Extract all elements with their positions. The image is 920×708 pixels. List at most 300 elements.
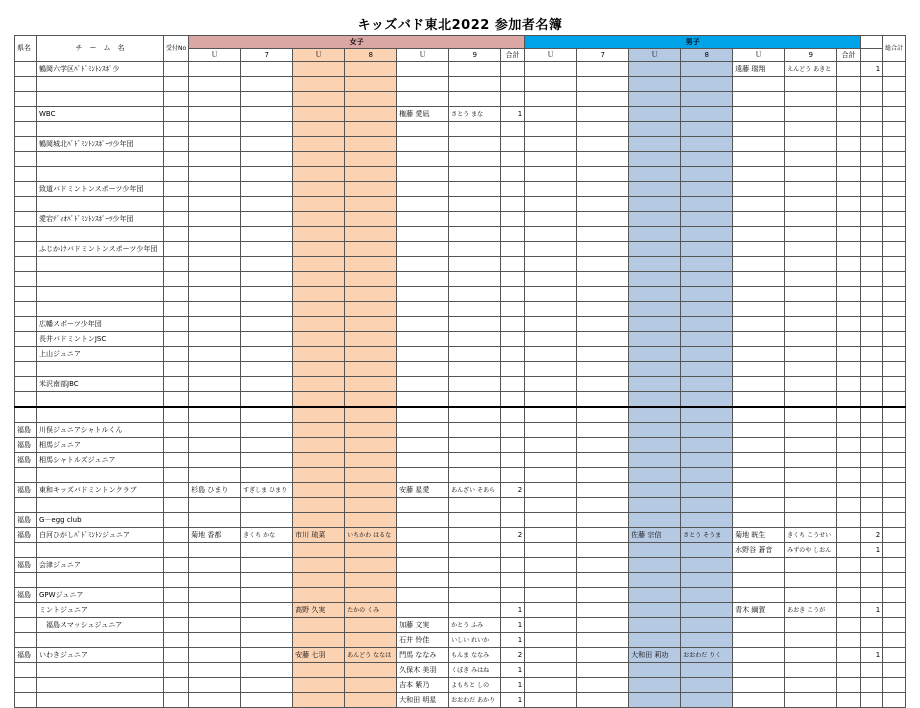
cell-b9n: 青木 綱賀 xyxy=(733,603,785,618)
cell-g8n xyxy=(293,287,345,302)
cell-b7n xyxy=(525,167,577,182)
cell-g8n xyxy=(293,392,345,408)
cell-gt xyxy=(861,513,883,528)
cell-g8k xyxy=(345,197,397,212)
cell-b7n xyxy=(525,137,577,152)
table-row xyxy=(15,633,906,648)
cell-g9n xyxy=(397,558,449,573)
cell-ex xyxy=(883,453,906,468)
cell-b7n xyxy=(525,92,577,107)
cell-bsum xyxy=(837,528,861,543)
cell-b7k xyxy=(577,693,629,708)
cell-team: 長井バドミントンJSC xyxy=(37,332,164,347)
cell-team xyxy=(37,272,164,287)
cell-b9k xyxy=(785,453,837,468)
table-row xyxy=(15,242,906,257)
cell-g8n xyxy=(293,62,345,77)
cell-gt xyxy=(861,197,883,212)
cell-g8k xyxy=(345,122,397,137)
header-girls-u8-n: 8 xyxy=(345,49,397,62)
cell-b7k xyxy=(577,197,629,212)
cell-g9k xyxy=(449,197,501,212)
cell-b8n xyxy=(629,122,681,137)
cell-bsum xyxy=(837,588,861,603)
header-blank-2 xyxy=(861,49,883,62)
cell-team: 福島スマッシュジュニア xyxy=(37,618,164,633)
cell-b7n xyxy=(525,77,577,92)
cell-b8n xyxy=(629,272,681,287)
cell-rec xyxy=(164,603,189,618)
cell-b8k xyxy=(681,483,733,498)
cell-rec xyxy=(164,663,189,678)
cell-g9n xyxy=(397,92,449,107)
cell-b7k xyxy=(577,272,629,287)
cell-ex xyxy=(883,588,906,603)
cell-b9k: えんどう あきと xyxy=(785,62,837,77)
cell-b9k xyxy=(785,182,837,197)
cell-g7n xyxy=(189,377,241,392)
cell-bsum xyxy=(837,272,861,287)
cell-b9k xyxy=(785,392,837,408)
cell-b9k xyxy=(785,167,837,182)
cell-b7k xyxy=(577,392,629,408)
cell-ex xyxy=(883,558,906,573)
cell-g9k xyxy=(449,603,501,618)
cell-gsum xyxy=(501,543,525,558)
cell-g8k: あんどう ななは xyxy=(345,648,397,663)
cell-gt xyxy=(861,152,883,167)
cell-g7n xyxy=(189,603,241,618)
cell-g8n xyxy=(293,633,345,648)
cell-b8k xyxy=(681,392,733,408)
cell-g9k xyxy=(449,423,501,438)
cell-ex xyxy=(883,618,906,633)
cell-b8k xyxy=(681,317,733,332)
cell-team xyxy=(37,227,164,242)
cell-pref xyxy=(15,498,37,513)
cell-g8n xyxy=(293,483,345,498)
cell-gt xyxy=(861,272,883,287)
cell-bsum xyxy=(837,678,861,693)
cell-b8n xyxy=(629,197,681,212)
cell-g9k xyxy=(449,407,501,423)
cell-g9k xyxy=(449,317,501,332)
cell-g7n xyxy=(189,182,241,197)
cell-b7n xyxy=(525,212,577,227)
header-grand-total: 総合計 xyxy=(883,36,906,62)
cell-b9k xyxy=(785,347,837,362)
cell-b9n xyxy=(733,182,785,197)
cell-rec xyxy=(164,212,189,227)
cell-b7k xyxy=(577,152,629,167)
cell-gt xyxy=(861,678,883,693)
table-row xyxy=(15,618,906,633)
cell-b8k xyxy=(681,212,733,227)
cell-b8n xyxy=(629,167,681,182)
header-reception: 受付No xyxy=(164,36,189,62)
cell-ex xyxy=(883,167,906,182)
cell-b8n xyxy=(629,182,681,197)
cell-gt xyxy=(861,182,883,197)
cell-b9n xyxy=(733,242,785,257)
cell-g8n xyxy=(293,543,345,558)
cell-g9k xyxy=(449,92,501,107)
cell-g9n xyxy=(397,423,449,438)
cell-b8n xyxy=(629,287,681,302)
cell-ex xyxy=(883,498,906,513)
cell-pref xyxy=(15,332,37,347)
cell-b7n xyxy=(525,287,577,302)
cell-b9k xyxy=(785,197,837,212)
cell-g8k xyxy=(345,212,397,227)
cell-pref: 福島 xyxy=(15,588,37,603)
cell-rec xyxy=(164,588,189,603)
cell-b9n xyxy=(733,558,785,573)
cell-b8k xyxy=(681,423,733,438)
cell-b7k xyxy=(577,167,629,182)
cell-bsum xyxy=(837,332,861,347)
cell-team: ふじかけバドミントンスポーツ少年団 xyxy=(37,242,164,257)
cell-team xyxy=(37,573,164,588)
cell-team xyxy=(37,678,164,693)
cell-g8k xyxy=(345,77,397,92)
cell-g8n xyxy=(293,438,345,453)
cell-rec xyxy=(164,633,189,648)
cell-b8n xyxy=(629,618,681,633)
cell-gt xyxy=(861,227,883,242)
cell-b7n xyxy=(525,62,577,77)
cell-pref: 福島 xyxy=(15,423,37,438)
cell-gt xyxy=(861,588,883,603)
cell-b9k xyxy=(785,483,837,498)
cell-g9n xyxy=(397,272,449,287)
cell-g7k xyxy=(241,588,293,603)
cell-b7n xyxy=(525,498,577,513)
cell-gt xyxy=(861,167,883,182)
cell-b9k xyxy=(785,513,837,528)
cell-g8k xyxy=(345,182,397,197)
header-boys-u8-n: 8 xyxy=(681,49,733,62)
cell-b8k xyxy=(681,377,733,392)
cell-pref xyxy=(15,377,37,392)
table-row xyxy=(15,122,906,137)
cell-ex xyxy=(883,332,906,347)
cell-gt xyxy=(861,92,883,107)
cell-b9n xyxy=(733,227,785,242)
cell-g9k xyxy=(449,122,501,137)
cell-b8n xyxy=(629,423,681,438)
cell-g8n xyxy=(293,377,345,392)
cell-b7k xyxy=(577,77,629,92)
cell-b8k xyxy=(681,438,733,453)
cell-ex xyxy=(883,423,906,438)
cell-b8n xyxy=(629,693,681,708)
cell-b7k xyxy=(577,242,629,257)
cell-rec xyxy=(164,528,189,543)
cell-gt xyxy=(861,663,883,678)
cell-pref xyxy=(15,317,37,332)
cell-pref: 福島 xyxy=(15,513,37,528)
cell-b8k xyxy=(681,107,733,122)
cell-pref xyxy=(15,693,37,708)
cell-b9n xyxy=(733,332,785,347)
cell-g7k xyxy=(241,453,293,468)
cell-team xyxy=(37,362,164,377)
cell-ex xyxy=(883,122,906,137)
cell-team: 鶴岡六学区ﾊﾞﾄﾞﾐﾝﾄﾝｽﾎﾟ少 xyxy=(37,62,164,77)
cell-gsum xyxy=(501,77,525,92)
cell-b9k xyxy=(785,227,837,242)
cell-g7n xyxy=(189,678,241,693)
cell-team: 東和キッズバドミントンクラブ xyxy=(37,483,164,498)
cell-gsum: 1 xyxy=(501,663,525,678)
cell-team xyxy=(37,122,164,137)
cell-b7k xyxy=(577,212,629,227)
cell-g8n xyxy=(293,468,345,483)
cell-g9k xyxy=(449,257,501,272)
cell-g9n xyxy=(397,152,449,167)
cell-pref xyxy=(15,362,37,377)
cell-b8k: さとう そうま xyxy=(681,528,733,543)
cell-ex xyxy=(883,663,906,678)
cell-g9n xyxy=(397,122,449,137)
cell-team xyxy=(37,302,164,317)
cell-g7k xyxy=(241,603,293,618)
cell-g8k xyxy=(345,257,397,272)
cell-g7n xyxy=(189,77,241,92)
cell-gsum xyxy=(501,137,525,152)
cell-ex xyxy=(883,362,906,377)
cell-b8n xyxy=(629,453,681,468)
cell-g9n xyxy=(397,347,449,362)
cell-b7k xyxy=(577,633,629,648)
cell-bsum xyxy=(837,468,861,483)
cell-g8k xyxy=(345,498,397,513)
cell-bsum xyxy=(837,603,861,618)
cell-b9n xyxy=(733,483,785,498)
cell-rec xyxy=(164,197,189,212)
cell-gsum xyxy=(501,588,525,603)
cell-rec xyxy=(164,317,189,332)
cell-g9k xyxy=(449,167,501,182)
cell-g7k: すぎしま ひまり xyxy=(241,483,293,498)
cell-g8n xyxy=(293,167,345,182)
cell-b9k xyxy=(785,693,837,708)
cell-g7n xyxy=(189,197,241,212)
cell-g9n: 大和田 明星 xyxy=(397,693,449,708)
cell-b8k xyxy=(681,543,733,558)
cell-rec xyxy=(164,92,189,107)
cell-b9k xyxy=(785,137,837,152)
cell-g7k xyxy=(241,498,293,513)
cell-b9n xyxy=(733,347,785,362)
cell-b9n xyxy=(733,287,785,302)
cell-b7n xyxy=(525,453,577,468)
cell-g8k xyxy=(345,468,397,483)
cell-g8k xyxy=(345,663,397,678)
cell-g9n xyxy=(397,257,449,272)
cell-b8n xyxy=(629,377,681,392)
cell-gt: 2 xyxy=(861,528,883,543)
cell-g8n xyxy=(293,407,345,423)
table-row xyxy=(15,588,906,603)
cell-g7n xyxy=(189,453,241,468)
cell-b8n xyxy=(629,543,681,558)
cell-rec xyxy=(164,152,189,167)
table-row xyxy=(15,332,906,347)
cell-b8n xyxy=(629,513,681,528)
cell-g9k: おおわだ あかり xyxy=(449,693,501,708)
cell-b9n xyxy=(733,107,785,122)
cell-b9n xyxy=(733,362,785,377)
table-row xyxy=(15,573,906,588)
cell-b7n xyxy=(525,483,577,498)
cell-team: GPWジュニア xyxy=(37,588,164,603)
cell-b9k xyxy=(785,257,837,272)
cell-b9k xyxy=(785,302,837,317)
cell-b7k xyxy=(577,603,629,618)
cell-b9k xyxy=(785,633,837,648)
cell-g9k xyxy=(449,137,501,152)
cell-g8k xyxy=(345,453,397,468)
cell-g7k xyxy=(241,347,293,362)
cell-b9n xyxy=(733,633,785,648)
cell-bsum xyxy=(837,558,861,573)
cell-gsum: 1 xyxy=(501,678,525,693)
cell-b9k xyxy=(785,77,837,92)
cell-b8k xyxy=(681,77,733,92)
cell-b9k xyxy=(785,588,837,603)
cell-g9k xyxy=(449,392,501,408)
cell-b7n xyxy=(525,197,577,212)
cell-b7n xyxy=(525,438,577,453)
cell-b8k xyxy=(681,152,733,167)
cell-gt xyxy=(861,242,883,257)
cell-g9n xyxy=(397,588,449,603)
cell-b9n: 水野谷 蒼音 xyxy=(733,543,785,558)
cell-gt xyxy=(861,377,883,392)
cell-b8n xyxy=(629,407,681,423)
cell-g7n xyxy=(189,693,241,708)
cell-b9n xyxy=(733,197,785,212)
cell-g9n xyxy=(397,332,449,347)
cell-gt xyxy=(861,423,883,438)
cell-b7k xyxy=(577,257,629,272)
cell-b7k xyxy=(577,483,629,498)
cell-pref: 福島 xyxy=(15,558,37,573)
cell-bsum xyxy=(837,663,861,678)
cell-pref xyxy=(15,257,37,272)
cell-g8n xyxy=(293,423,345,438)
cell-b8k xyxy=(681,197,733,212)
cell-g7k xyxy=(241,618,293,633)
header-team: チ ー ム 名 xyxy=(37,36,164,62)
table-row xyxy=(15,152,906,167)
cell-b8n: 大和田 莉功 xyxy=(629,648,681,663)
cell-g8k xyxy=(345,392,397,408)
cell-g8k: いちかわ はるな xyxy=(345,528,397,543)
cell-pref xyxy=(15,618,37,633)
cell-g8k xyxy=(345,362,397,377)
cell-b7n xyxy=(525,302,577,317)
cell-team: 鶴岡城北ﾊﾞﾄﾞﾐﾝﾄﾝｽﾎﾟｰﾂ少年団 xyxy=(37,137,164,152)
cell-g9k: かとう ふみ xyxy=(449,618,501,633)
cell-b9k xyxy=(785,573,837,588)
cell-g7n xyxy=(189,152,241,167)
cell-g7n xyxy=(189,122,241,137)
cell-g9k xyxy=(449,438,501,453)
cell-b8n xyxy=(629,438,681,453)
cell-b7k xyxy=(577,438,629,453)
cell-g9n xyxy=(397,377,449,392)
cell-gsum xyxy=(501,347,525,362)
cell-b7k xyxy=(577,498,629,513)
cell-g7k xyxy=(241,152,293,167)
cell-b7n xyxy=(525,663,577,678)
cell-team xyxy=(37,257,164,272)
cell-b8n xyxy=(629,603,681,618)
cell-b7n xyxy=(525,242,577,257)
cell-b9k xyxy=(785,558,837,573)
cell-b9k xyxy=(785,663,837,678)
cell-b7n xyxy=(525,122,577,137)
cell-b7k xyxy=(577,317,629,332)
cell-pref xyxy=(15,633,37,648)
cell-rec xyxy=(164,182,189,197)
cell-team xyxy=(37,468,164,483)
cell-g7n xyxy=(189,137,241,152)
cell-b7k xyxy=(577,513,629,528)
cell-team xyxy=(37,633,164,648)
cell-b7n xyxy=(525,603,577,618)
cell-pref xyxy=(15,107,37,122)
cell-gsum xyxy=(501,332,525,347)
cell-g7k xyxy=(241,362,293,377)
cell-b7n xyxy=(525,407,577,423)
cell-b9k xyxy=(785,438,837,453)
cell-g8n xyxy=(293,332,345,347)
cell-b9k xyxy=(785,287,837,302)
cell-g8k xyxy=(345,62,397,77)
cell-g9k: よもちと しの xyxy=(449,678,501,693)
cell-g9n: 安藤 星愛 xyxy=(397,483,449,498)
cell-b7n xyxy=(525,588,577,603)
cell-g9k xyxy=(449,468,501,483)
cell-g9n xyxy=(397,182,449,197)
cell-g7n xyxy=(189,302,241,317)
cell-pref xyxy=(15,242,37,257)
cell-g9n xyxy=(397,167,449,182)
cell-b8k xyxy=(681,287,733,302)
table-row xyxy=(15,377,906,392)
cell-b8k xyxy=(681,182,733,197)
cell-g9k xyxy=(449,558,501,573)
cell-b8k xyxy=(681,167,733,182)
cell-g9k: くぼき みはね xyxy=(449,663,501,678)
cell-b8n xyxy=(629,107,681,122)
cell-g7k xyxy=(241,317,293,332)
cell-b7n xyxy=(525,362,577,377)
cell-b7n xyxy=(525,332,577,347)
cell-g8n xyxy=(293,678,345,693)
cell-pref: 福島 xyxy=(15,528,37,543)
cell-b7k xyxy=(577,543,629,558)
cell-rec xyxy=(164,62,189,77)
cell-ex xyxy=(883,77,906,92)
cell-pref xyxy=(15,137,37,152)
cell-bsum xyxy=(837,618,861,633)
cell-g8n xyxy=(293,513,345,528)
